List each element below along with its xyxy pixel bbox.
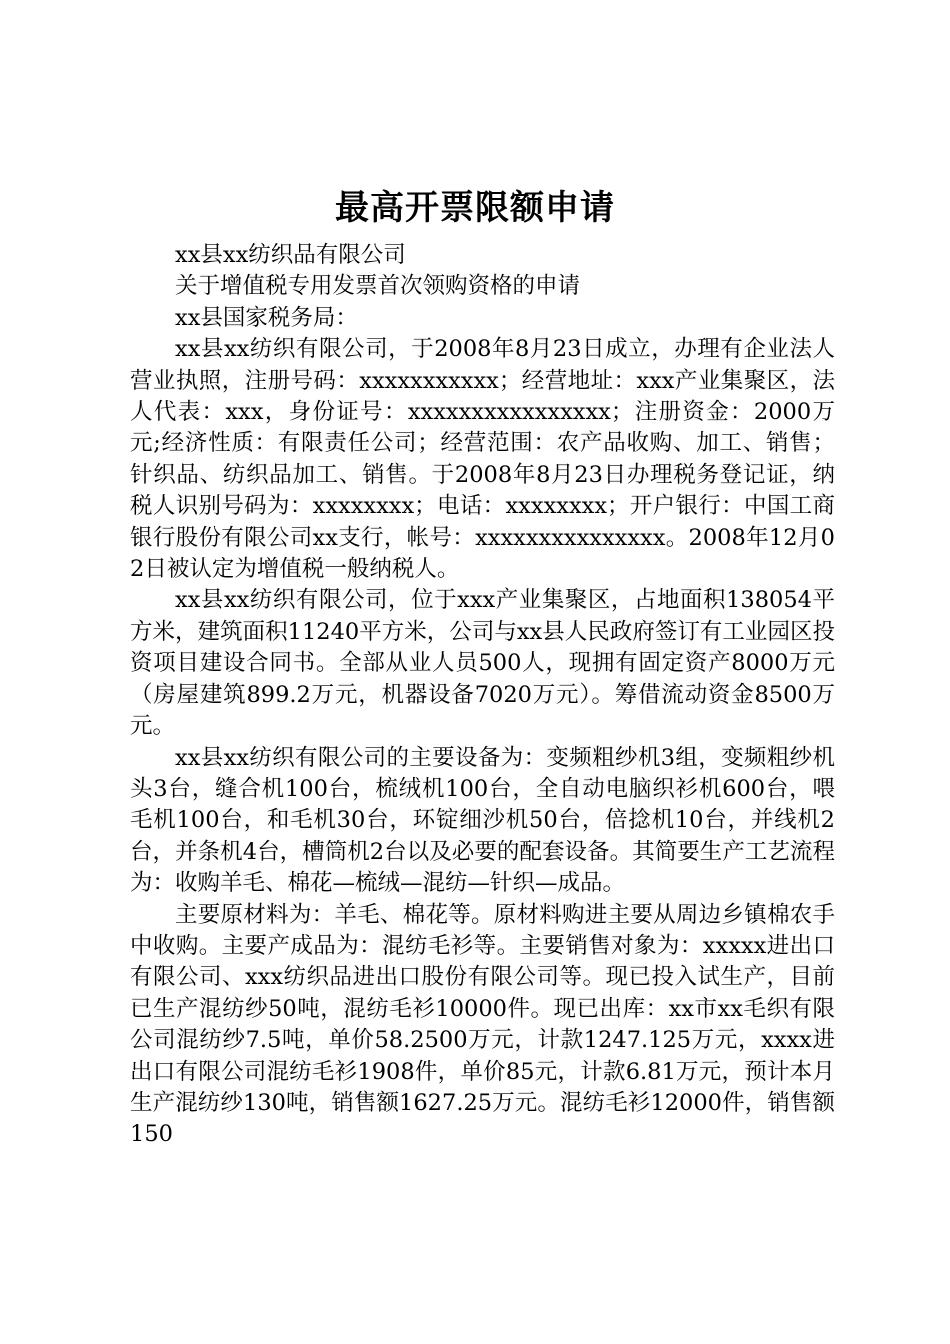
subject-line: 关于增值税专用发票首次领购资格的申请 — [175, 273, 581, 300]
paragraph-company-info: xx县xx纺织有限公司，于2008年8月23日成立，办理有企业法人营业执照，注册号码：xxxxxxxxxxx；经营地址：xxx产业集聚区，法人代表：xxx，身份证号：xxxxxxxxxxxxxxxx；注册资金：2000万元;经济性质：有限责任公司；经营范围：农产品收购、加工、销售；针织品、纺织品加工、销售。于2008年8月23日办理税务登记证，纳税人识别号码为：xxxxxxxx；电话：xxxxxxxx；开户银行：中国工商银行股份有限公司xx支行，帐号：xxxxxxxxxxxxxxx。2008年12月02日被认定为增值税一般纳税人。 — [130, 336, 835, 583]
company-line: xx县xx纺织品有限公司 — [175, 242, 406, 268]
paragraph-facilities: xx县xx纺织有限公司，位于xxx产业集聚区，占地面积138054平方米，建筑面积11240平方米，公司与xx县人民政府签订有工业园区投资项目建设合同书。全部从业人员500人，现拥有固定资产8000万元（房屋建筑899.2万元，机器设备7020万元）。筹借流动资金8500万元。 — [130, 587, 835, 740]
paragraph-materials-sales: 主要原材料为：羊毛、棉花等。原材料购进主要从周边乡镇棉农手中收购。主要产成品为：混纺毛衫等。主要销售对象为：xxxxx进出口有限公司、xxx纺织品进出口股份有限公司等。现已投入试生产，目前已生产混纺纱50吨，混纺毛衫10000件。现已出库：xx市xx毛织有限公司混纺纱7.5吨，单价58.2500万元，计款1247.125万元，xxxx进出口有限公司混纺毛衫1908件，单价85元，计款6.81万元，预计本月生产混纺纱130吨，销售额1627.25万元。混纺毛衫12000件，销售额150 — [130, 901, 835, 1148]
addressee-line: xx县国家税务局： — [175, 304, 358, 331]
document-title: 最高开票限额申请 — [335, 188, 615, 228]
paragraph-equipment: xx县xx纺织有限公司的主要设备为：变频粗纱机3组，变频粗纱机头3台，缝合机100台，梳绒机100台，全自动电脑织衫机600台，喂毛机100台，和毛机30台，环锭细沙机50台，倍捻机10台，并线机2台，并条机4台，槽筒机2台以及必要的配套设备。其简要生产工艺流程为：收购羊毛、棉花—梳绒—混纺—针织—成品。 — [130, 744, 835, 897]
document-body — [130, 240, 835, 1151]
